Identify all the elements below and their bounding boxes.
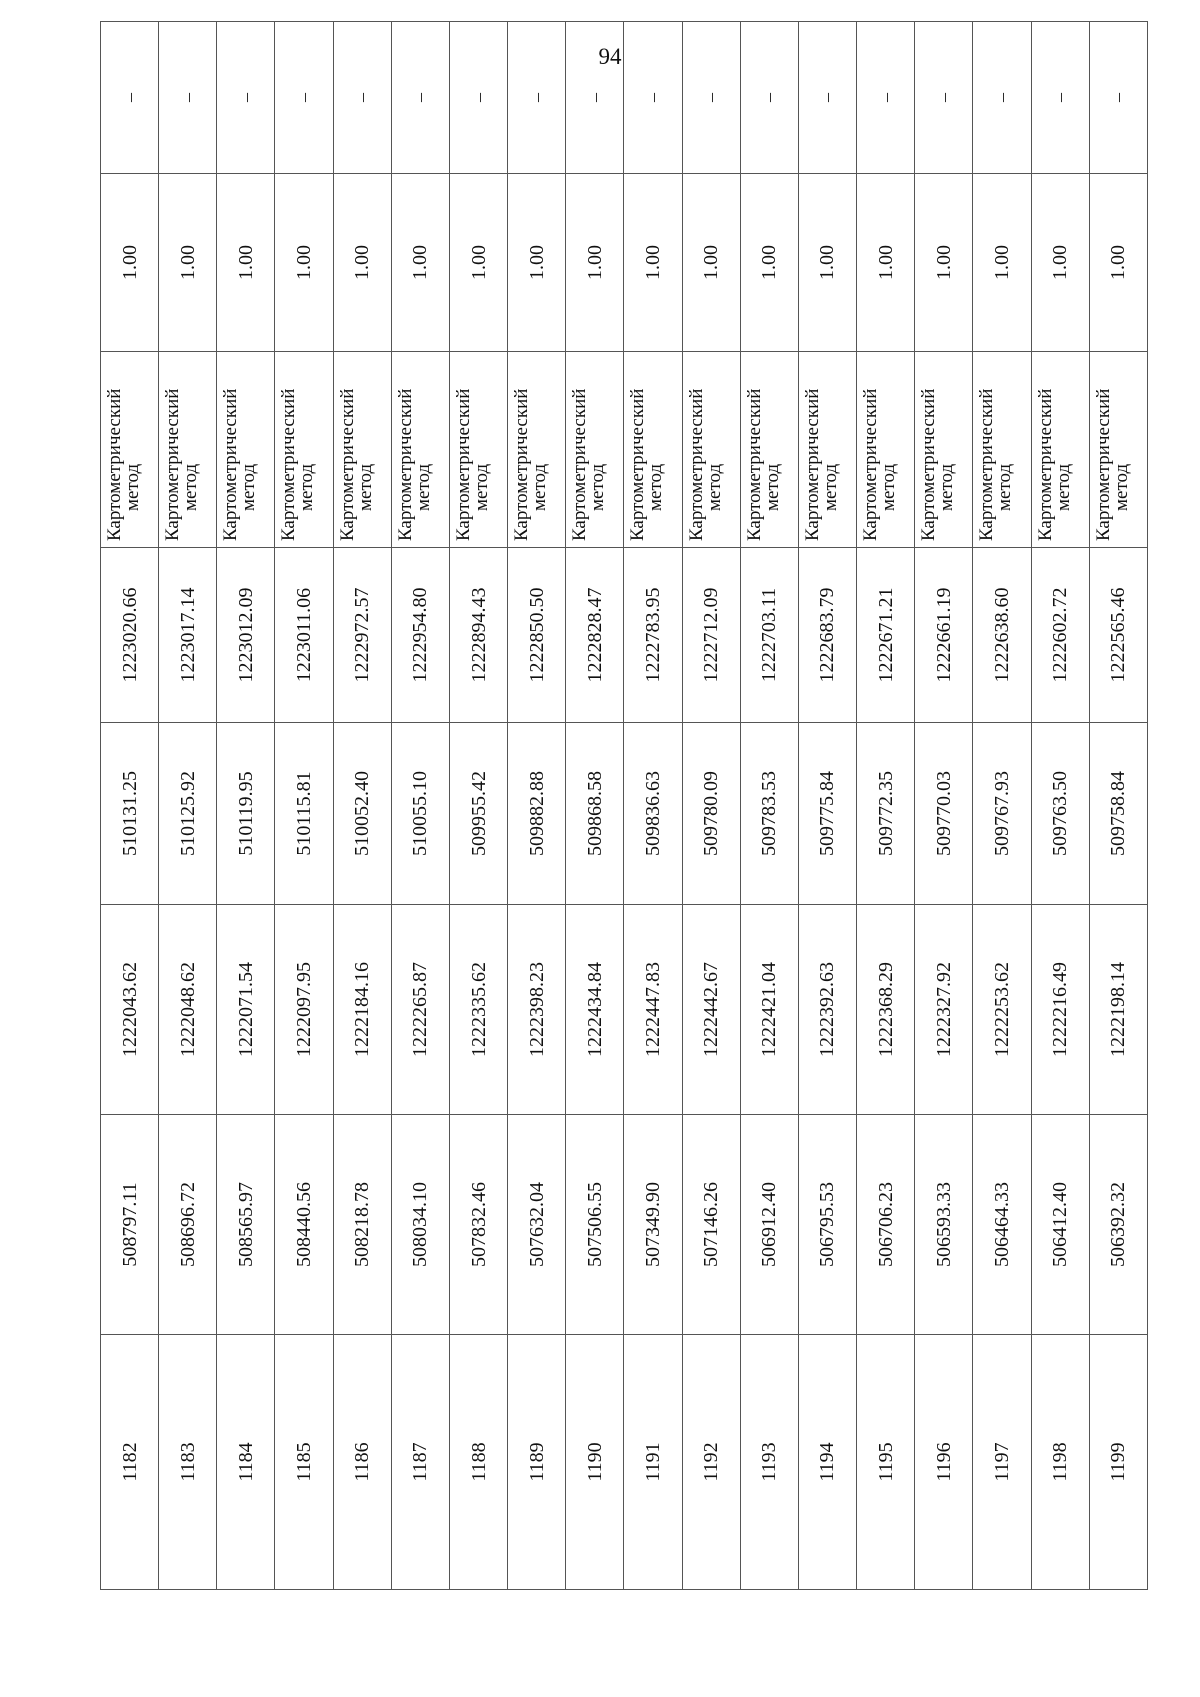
- x-coordinate-cell: 506912.40: [740, 1115, 798, 1335]
- y-coordinate-cell: 1222442.67: [682, 905, 740, 1115]
- point-number-cell: 1196: [915, 1335, 973, 1590]
- note-cell: –: [275, 22, 333, 174]
- method-cell: [508, 352, 566, 548]
- x2-coordinate-cell: 510055.10: [391, 723, 449, 905]
- method-cell: [1089, 352, 1147, 548]
- y-coordinate-cell: 1222097.95: [275, 905, 333, 1115]
- note-cell: –: [915, 22, 973, 174]
- y2-coordinate-cell: 1222671.21: [857, 548, 915, 723]
- method-cell: [857, 352, 915, 548]
- x-coordinate-cell: 507146.26: [682, 1115, 740, 1335]
- table-row: [915, 22, 973, 1590]
- method-cell: [159, 352, 217, 548]
- table-row: [391, 22, 449, 1590]
- method-line1: Картометрический: [976, 388, 998, 541]
- x-coordinate-cell: 506412.40: [1031, 1115, 1089, 1335]
- method-cell: [275, 352, 333, 548]
- x2-coordinate-cell: 509775.84: [798, 723, 856, 905]
- x-coordinate-cell: 508034.10: [391, 1115, 449, 1335]
- point-number-cell: 1192: [682, 1335, 740, 1590]
- method-line2: метод: [878, 463, 900, 511]
- x-coordinate-cell: 507506.55: [566, 1115, 624, 1335]
- table-row: [798, 22, 856, 1590]
- note-cell: –: [508, 22, 566, 174]
- accuracy-cell: 1.00: [101, 174, 159, 352]
- accuracy-cell: 1.00: [1031, 174, 1089, 352]
- method-line2: метод: [412, 463, 434, 511]
- note-cell: –: [624, 22, 682, 174]
- note-cell: –: [1031, 22, 1089, 174]
- table-row: [217, 22, 275, 1590]
- note-cell: –: [391, 22, 449, 174]
- accuracy-cell: 1.00: [1089, 174, 1147, 352]
- point-number-cell: 1182: [101, 1335, 159, 1590]
- method-line2: метод: [296, 463, 318, 511]
- y2-coordinate-cell: 1222661.19: [915, 548, 973, 723]
- accuracy-cell: 1.00: [798, 174, 856, 352]
- note-cell: –: [449, 22, 507, 174]
- accuracy-cell: 1.00: [973, 174, 1031, 352]
- method-line2: метод: [1052, 463, 1074, 511]
- accuracy-cell: 1.00: [624, 174, 682, 352]
- accuracy-cell: 1.00: [740, 174, 798, 352]
- accuracy-cell: 1.00: [333, 174, 391, 352]
- x2-coordinate-cell: 509783.53: [740, 723, 798, 905]
- x2-coordinate-cell: 509770.03: [915, 723, 973, 905]
- y-coordinate-cell: 1222048.62: [159, 905, 217, 1115]
- x2-coordinate-cell: 509763.50: [1031, 723, 1089, 905]
- y-coordinate-cell: 1222398.23: [508, 905, 566, 1115]
- note-cell: –: [101, 22, 159, 174]
- method-line2: метод: [354, 463, 376, 511]
- table-row: [1089, 22, 1147, 1590]
- method-line1: Картометрический: [336, 388, 358, 541]
- x2-coordinate-cell: 510115.81: [275, 723, 333, 905]
- point-number-cell: 1194: [798, 1335, 856, 1590]
- table-row: [740, 22, 798, 1590]
- x2-coordinate-cell: 509868.58: [566, 723, 624, 905]
- method-line2: метод: [703, 463, 725, 511]
- accuracy-cell: 1.00: [159, 174, 217, 352]
- rotated-table: [100, 93, 1148, 1590]
- table-row: [682, 22, 740, 1590]
- method-line2: метод: [1110, 463, 1132, 511]
- x2-coordinate-cell: 509767.93: [973, 723, 1031, 905]
- y2-coordinate-cell: 1222972.57: [333, 548, 391, 723]
- method-line1: Картометрический: [569, 388, 591, 541]
- accuracy-cell: 1.00: [857, 174, 915, 352]
- y-coordinate-cell: 1222071.54: [217, 905, 275, 1115]
- y-coordinate-cell: 1222043.62: [101, 905, 159, 1115]
- x-coordinate-cell: 507832.46: [449, 1115, 507, 1335]
- method-line1: Картометрический: [860, 388, 882, 541]
- accuracy-cell: 1.00: [566, 174, 624, 352]
- method-cell: [449, 352, 507, 548]
- y2-coordinate-cell: 1222565.46: [1089, 548, 1147, 723]
- table-row: [857, 22, 915, 1590]
- method-line2: метод: [587, 463, 609, 511]
- method-cell: [682, 352, 740, 548]
- x-coordinate-cell: 508218.78: [333, 1115, 391, 1335]
- y2-coordinate-cell: 1223020.66: [101, 548, 159, 723]
- y2-coordinate-cell: 1222894.43: [449, 548, 507, 723]
- y-coordinate-cell: 1222447.83: [624, 905, 682, 1115]
- point-number-cell: 1199: [1089, 1335, 1147, 1590]
- y-coordinate-cell: 1222265.87: [391, 905, 449, 1115]
- point-number-cell: 1183: [159, 1335, 217, 1590]
- y-coordinate-cell: 1222421.04: [740, 905, 798, 1115]
- y-coordinate-cell: 1222184.16: [333, 905, 391, 1115]
- method-line1: Картометрический: [220, 388, 242, 541]
- method-line2: метод: [470, 463, 492, 511]
- method-line1: Картометрический: [104, 388, 125, 541]
- y-coordinate-cell: 1222253.62: [973, 905, 1031, 1115]
- y2-coordinate-cell: 1222712.09: [682, 548, 740, 723]
- method-line2: метод: [819, 463, 841, 511]
- x-coordinate-cell: 506464.33: [973, 1115, 1031, 1335]
- y2-coordinate-cell: 1222638.60: [973, 548, 1031, 723]
- point-number-cell: 1189: [508, 1335, 566, 1590]
- coordinates-table-container: [100, 93, 1200, 1482]
- y-coordinate-cell: 1222368.29: [857, 905, 915, 1115]
- method-line2: метод: [645, 463, 667, 511]
- y2-coordinate-cell: 1222602.72: [1031, 548, 1089, 723]
- point-number-cell: 1184: [217, 1335, 275, 1590]
- method-line1: Картометрический: [685, 388, 707, 541]
- method-cell: [740, 352, 798, 548]
- y2-coordinate-cell: 1222954.80: [391, 548, 449, 723]
- y2-coordinate-cell: 1223012.09: [217, 548, 275, 723]
- y-coordinate-cell: 1222198.14: [1089, 905, 1147, 1115]
- x2-coordinate-cell: 510052.40: [333, 723, 391, 905]
- method-line1: Картометрический: [394, 388, 416, 541]
- method-line2: метод: [761, 463, 783, 511]
- point-number-cell: 1187: [391, 1335, 449, 1590]
- table-row: [333, 22, 391, 1590]
- x-coordinate-cell: 508565.97: [217, 1115, 275, 1335]
- accuracy-cell: 1.00: [449, 174, 507, 352]
- y2-coordinate-cell: 1222683.79: [798, 548, 856, 723]
- point-number-cell: 1193: [740, 1335, 798, 1590]
- x2-coordinate-cell: 509780.09: [682, 723, 740, 905]
- method-cell: [566, 352, 624, 548]
- x2-coordinate-cell: 509772.35: [857, 723, 915, 905]
- method-cell: [217, 352, 275, 548]
- y2-coordinate-cell: 1223011.06: [275, 548, 333, 723]
- table-row: [159, 22, 217, 1590]
- x2-coordinate-cell: 509955.42: [449, 723, 507, 905]
- y2-coordinate-cell: 1222703.11: [740, 548, 798, 723]
- note-cell: –: [740, 22, 798, 174]
- x-coordinate-cell: 508440.56: [275, 1115, 333, 1335]
- x2-coordinate-cell: 510125.92: [159, 723, 217, 905]
- note-cell: –: [333, 22, 391, 174]
- y-coordinate-cell: 1222335.62: [449, 905, 507, 1115]
- x2-coordinate-cell: 509758.84: [1089, 723, 1147, 905]
- point-number-cell: 1185: [275, 1335, 333, 1590]
- table-row: [449, 22, 507, 1590]
- point-number-cell: 1190: [566, 1335, 624, 1590]
- x-coordinate-cell: 506593.33: [915, 1115, 973, 1335]
- method-line1: Картометрический: [743, 388, 765, 541]
- method-line1: Картометрический: [278, 388, 300, 541]
- y-coordinate-cell: 1222327.92: [915, 905, 973, 1115]
- accuracy-cell: 1.00: [682, 174, 740, 352]
- x2-coordinate-cell: 509882.88: [508, 723, 566, 905]
- table-row: [624, 22, 682, 1590]
- x2-coordinate-cell: 510119.95: [217, 723, 275, 905]
- method-cell: [973, 352, 1031, 548]
- x-coordinate-cell: 508696.72: [159, 1115, 217, 1335]
- note-cell: –: [973, 22, 1031, 174]
- page-number: 94: [598, 44, 622, 69]
- method-cell: [391, 352, 449, 548]
- y-coordinate-cell: 1222216.49: [1031, 905, 1089, 1115]
- point-number-cell: 1191: [624, 1335, 682, 1590]
- note-cell: –: [857, 22, 915, 174]
- table-row: [101, 22, 159, 1590]
- method-line2: метод: [122, 463, 143, 511]
- method-cell: [1031, 352, 1089, 548]
- x2-coordinate-cell: 509836.63: [624, 723, 682, 905]
- y2-coordinate-cell: 1222850.50: [508, 548, 566, 723]
- y2-coordinate-cell: 1222783.95: [624, 548, 682, 723]
- method-cell: [333, 352, 391, 548]
- method-line1: Картометрический: [1092, 388, 1114, 541]
- note-cell: –: [682, 22, 740, 174]
- note-cell: –: [798, 22, 856, 174]
- y2-coordinate-cell: 1222828.47: [566, 548, 624, 723]
- method-cell: [624, 352, 682, 548]
- note-cell: –: [217, 22, 275, 174]
- method-line1: Картометрический: [918, 388, 940, 541]
- method-line1: Картометрический: [511, 388, 533, 541]
- note-cell: –: [566, 22, 624, 174]
- x2-coordinate-cell: 510131.25: [101, 723, 159, 905]
- x-coordinate-cell: 506795.53: [798, 1115, 856, 1335]
- accuracy-cell: 1.00: [391, 174, 449, 352]
- method-line2: метод: [529, 463, 551, 511]
- y2-coordinate-cell: 1223017.14: [159, 548, 217, 723]
- table-row: [508, 22, 566, 1590]
- table-row: [1031, 22, 1089, 1590]
- method-line1: Картометрический: [162, 388, 184, 541]
- y-coordinate-cell: 1222392.63: [798, 905, 856, 1115]
- point-number-cell: 1197: [973, 1335, 1031, 1590]
- method-line1: Картометрический: [627, 388, 649, 541]
- table-row: [566, 22, 624, 1590]
- table-row: [973, 22, 1031, 1590]
- coordinates-table: [100, 21, 1148, 1590]
- table-body: [101, 22, 1148, 1590]
- method-line2: метод: [180, 463, 202, 511]
- note-cell: –: [159, 22, 217, 174]
- x-coordinate-cell: 506392.32: [1089, 1115, 1147, 1335]
- accuracy-cell: 1.00: [217, 174, 275, 352]
- method-cell: [101, 352, 159, 548]
- x-coordinate-cell: 506706.23: [857, 1115, 915, 1335]
- x-coordinate-cell: 507349.90: [624, 1115, 682, 1335]
- x-coordinate-cell: 507632.04: [508, 1115, 566, 1335]
- method-line1: Картометрический: [1034, 388, 1056, 541]
- method-line1: Картометрический: [801, 388, 823, 541]
- method-cell: [915, 352, 973, 548]
- y-coordinate-cell: 1222434.84: [566, 905, 624, 1115]
- method-line2: метод: [936, 463, 958, 511]
- accuracy-cell: 1.00: [915, 174, 973, 352]
- accuracy-cell: 1.00: [508, 174, 566, 352]
- point-number-cell: 1198: [1031, 1335, 1089, 1590]
- method-line2: метод: [238, 463, 260, 511]
- method-line2: метод: [994, 463, 1016, 511]
- method-cell: [798, 352, 856, 548]
- point-number-cell: 1195: [857, 1335, 915, 1590]
- method-line1: Картометрический: [452, 388, 474, 541]
- note-cell: –: [1089, 22, 1147, 174]
- table-row: [275, 22, 333, 1590]
- accuracy-cell: 1.00: [275, 174, 333, 352]
- x-coordinate-cell: 508797.11: [101, 1115, 159, 1335]
- point-number-cell: 1186: [333, 1335, 391, 1590]
- point-number-cell: 1188: [449, 1335, 507, 1590]
